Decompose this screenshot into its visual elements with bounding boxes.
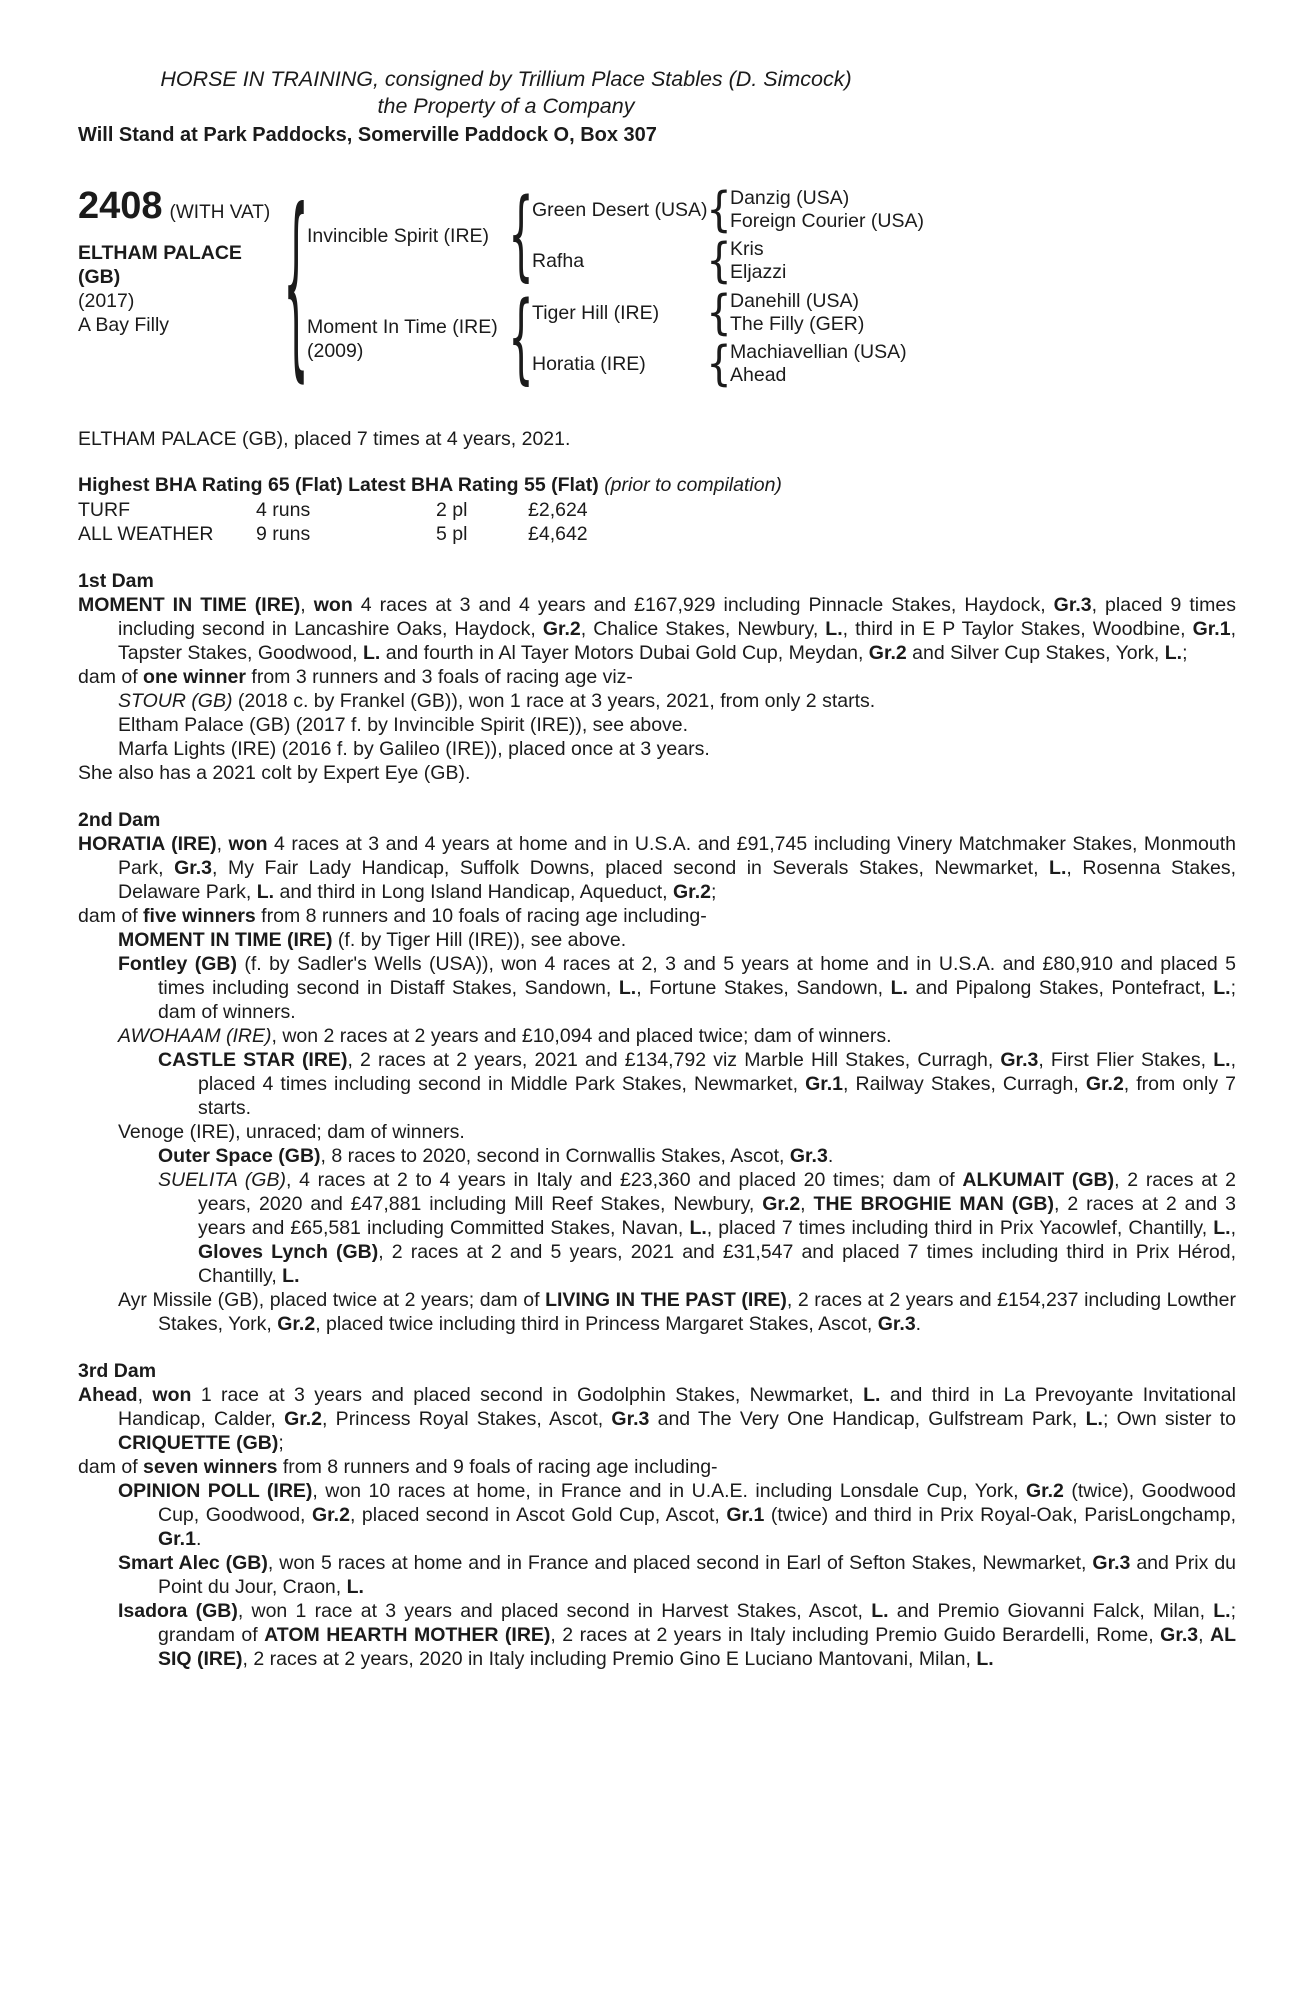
text-segment: Outer Space (GB): [158, 1145, 321, 1167]
text-segment: , won 5 races at home and in France and placed second in Earl of Sefton Stakes, Newmarket,: [267, 1552, 1093, 1574]
text-segment: Gr.1: [158, 1528, 196, 1550]
text-segment: L.: [362, 642, 381, 664]
text-segment: .: [827, 1145, 834, 1167]
text-segment: dam of: [78, 1456, 144, 1478]
text-segment: Eltham Palace (GB) (2017 f. by Invincible Spirit (IRE)), see above.: [118, 714, 689, 736]
text-segment: Gr.2: [312, 1504, 350, 1526]
text-segment: Smart Alec (GB): [118, 1552, 268, 1574]
lot-line: [78, 187, 285, 225]
race-record-cell: 4 runs: [256, 499, 311, 521]
foaling-year: (2017): [78, 290, 135, 312]
text-segment: L.: [871, 1600, 889, 1622]
race-record-row: [78, 498, 1236, 522]
text-segment: L.: [1213, 1600, 1231, 1622]
dam-name-block: [307, 315, 510, 363]
text-segment: won: [228, 833, 268, 855]
text-segment: , third in E P Taylor Stakes, Woodbine,: [842, 618, 1193, 640]
pedigree-paragraph: [78, 665, 1236, 689]
stand-location-line: Will Stand at Park Paddocks, Somerville Paddock O, Box 307: [78, 124, 657, 146]
text-segment: , Tapster Stakes, Goodwood,: [118, 618, 1236, 664]
text-segment: Gr.2: [284, 1408, 323, 1430]
pedigree-paragraph: [78, 1479, 1236, 1551]
pedigree-brace-small: {: [706, 285, 732, 341]
text-segment: and The Very One Handicap, Gulfstream Park,: [649, 1408, 1086, 1430]
text-segment: and Silver Cup Stakes, York,: [906, 642, 1165, 664]
pedigree-brace-main: {: [283, 172, 309, 402]
text-segment: Gr.3: [611, 1408, 650, 1430]
text-segment: , won 1 race at 3 years and placed second in Harvest Stakes, Ascot,: [237, 1600, 872, 1622]
dam-sections: [78, 569, 1236, 1671]
page-header: [78, 66, 934, 147]
text-segment: , Railway Stakes, Curragh,: [843, 1073, 1086, 1095]
text-segment: , Rosenna Stakes, Delaware Park,: [118, 857, 1237, 903]
grandparent-unit: [532, 336, 1236, 392]
catalogue-text: [78, 427, 1236, 1671]
text-segment: and fourth in Al Tayer Motors Dubai Gold Cup, Meydan,: [380, 642, 869, 664]
text-segment: CASTLE STAR (IRE): [158, 1049, 348, 1071]
text-segment: from 3 runners and 3 foals of racing age viz-: [245, 666, 633, 688]
text-segment: Gr.2: [673, 881, 711, 903]
text-segment: ,: [1198, 1624, 1211, 1646]
text-segment: 4 races at 3 and 4 years and £167,929 including Pinnacle Stakes, Haydock,: [352, 594, 1054, 616]
text-segment: , won 2 races at 2 years and £10,094 and placed twice; dam of winners.: [271, 1025, 892, 1047]
text-segment: and Premio Giovanni Falck, Milan,: [888, 1600, 1214, 1622]
text-segment: Gr.3: [789, 1145, 828, 1167]
text-segment: and third in Long Island Handicap, Aqueduct,: [274, 881, 674, 903]
text-segment: ALKUMAIT (GB): [962, 1169, 1115, 1191]
race-record-row: [78, 522, 1236, 546]
text-segment: , placed 7 times including third in Prix Yacowlef, Chantilly,: [706, 1217, 1214, 1239]
text-segment: Venoge (IRE), unraced; dam of winners.: [118, 1121, 465, 1143]
great-grandparent-name: Machiavellian (USA): [730, 341, 907, 363]
text-segment: , placed second in Ascot Gold Cup, Ascot,: [349, 1504, 727, 1526]
text-segment: Gr.2: [277, 1313, 316, 1335]
pedigree-paragraph: [78, 1288, 1236, 1336]
pedigree-paragraph: [78, 593, 1236, 665]
pedigree-brace-small: {: [706, 336, 732, 392]
text-segment: ,: [1230, 1217, 1236, 1239]
horse-race-summary: ELTHAM PALACE (GB), placed 7 times at 4 years, 2021.: [78, 428, 571, 450]
text-segment: , 2 races at 2 years, 2020 and £47,881 including Mill Reef Stakes, Newbury,: [198, 1169, 1237, 1215]
text-segment: , placed 4 times including second in Middle Park Stakes, Newmarket,: [198, 1049, 1236, 1095]
text-segment: , 8 races to 2020, second in Cornwallis Stakes, Ascot,: [320, 1145, 790, 1167]
text-segment: won: [152, 1384, 192, 1406]
text-segment: and third in La Prevoyante Invitational Handicap, Calder,: [118, 1384, 1236, 1430]
pedigree-paragraph: [78, 737, 1236, 761]
text-segment: ,: [800, 1193, 814, 1215]
grandsire-name: Tiger Hill (IRE): [532, 302, 660, 324]
text-segment: dam of: [78, 905, 144, 927]
text-segment: L.: [1164, 642, 1183, 664]
text-segment: HORATIA (IRE): [78, 833, 217, 855]
text-segment: L.: [346, 1576, 364, 1598]
pedigree-brace-dam: {: [508, 282, 534, 395]
text-segment: ; grandam of: [158, 1600, 1236, 1646]
text-segment: Gr.3: [1053, 594, 1092, 616]
text-segment: She also has a 2021 colt by Expert Eye (GB).: [78, 762, 471, 784]
great-grandparents: [730, 187, 924, 233]
text-segment: , Chalice Stakes, Newbury,: [580, 618, 826, 640]
text-segment: L.: [256, 881, 275, 903]
text-segment: CRIQUETTE (GB): [118, 1432, 279, 1454]
text-segment: , 4 races at 2 to 4 years in Italy and £23,360 and placed 20 times; dam of: [285, 1169, 963, 1191]
pedigree-paragraph: [78, 1144, 1236, 1168]
text-segment: .: [915, 1313, 922, 1335]
consignor-line: HORSE IN TRAINING, consigned by Trillium Place Stables (D. Simcock): [160, 67, 852, 91]
pedigree-parents: [307, 179, 1236, 395]
lot-info: [78, 187, 285, 387]
dam-section-heading: 3rd Dam: [78, 1360, 157, 1382]
text-segment: ,: [137, 1384, 153, 1406]
text-segment: , First Flier Stakes,: [1038, 1049, 1214, 1071]
text-segment: from 8 runners and 9 foals of racing age including-: [277, 1456, 718, 1478]
grandparent-unit: [532, 233, 1236, 289]
text-segment: L.: [1213, 977, 1231, 999]
pedigree-paragraph: [78, 1048, 1236, 1120]
text-segment: 4 races at 3 and 4 years at home and in U.S.A. and £91,745 including Vinery Matchmaker Stakes, Monmouth Park,: [118, 833, 1236, 879]
text-segment: L.: [689, 1217, 707, 1239]
text-segment: dam of: [78, 666, 144, 688]
text-segment: (twice), Goodwood Cup, Goodwood,: [158, 1480, 1236, 1526]
pedigree-paragraph: [78, 1120, 1236, 1144]
text-segment: Gr.1: [805, 1073, 844, 1095]
vat-note: (WITH VAT): [169, 202, 271, 223]
pedigree-paragraph: [78, 1551, 1236, 1599]
text-segment: Gr.3: [1000, 1049, 1039, 1071]
text-segment: L.: [1049, 857, 1067, 879]
text-segment: Gloves Lynch (GB): [198, 1241, 379, 1263]
dam-name: Moment In Time (IRE): [307, 315, 498, 338]
dam-branch: [307, 282, 1236, 395]
text-segment: Gr.3: [877, 1313, 916, 1335]
text-segment: .: [195, 1528, 202, 1550]
great-grandparent-name: The Filly (GER): [730, 313, 865, 335]
text-segment: , 2 races at 2 years, 2020 in Italy including Premio Gino E Luciano Mantovani, Milan,: [242, 1648, 977, 1670]
text-segment: Isadora (GB): [118, 1600, 238, 1622]
property-line: the Property of a Company: [377, 94, 635, 118]
text-segment: Gr.2: [868, 642, 907, 664]
text-segment: L.: [863, 1384, 881, 1406]
pedigree-paragraph: [78, 1455, 1236, 1479]
horse-name: ELTHAM PALACE (GB): [78, 242, 242, 288]
text-segment: L.: [1213, 1049, 1231, 1071]
grandparent-unit: [532, 182, 1236, 238]
pedigree-tree: [283, 172, 1236, 402]
bha-rating-line: [78, 473, 1236, 497]
race-record-cell: 2 pl: [436, 499, 468, 521]
grandparent-unit: [532, 285, 1236, 341]
text-segment: ,: [216, 833, 229, 855]
text-segment: , 2 races at 2 and 5 years, 2021 and £31,547 and placed 7 times including third in Prix Hérod, Chantilly,: [198, 1241, 1237, 1287]
pedigree-paragraph: [78, 1599, 1236, 1671]
text-segment: ;: [278, 1432, 284, 1454]
great-grandparent-name: Foreign Courier (USA): [730, 210, 924, 232]
pedigree-paragraph: [78, 1383, 1236, 1455]
text-segment: Ahead: [78, 1384, 138, 1406]
text-segment: L.: [618, 977, 637, 999]
text-segment: Gr.3: [1092, 1552, 1131, 1574]
granddam-name: Rafha: [532, 250, 585, 272]
text-segment: ; dam of winners.: [158, 977, 1236, 1023]
text-segment: , 2 races at 2 years in Italy including Premio Guido Berardelli, Rome,: [550, 1624, 1161, 1646]
sire-branch: [307, 179, 1236, 292]
text-segment: Gr.3: [174, 857, 213, 879]
text-segment: ;: [710, 881, 717, 903]
text-segment: , from only 7 starts.: [198, 1073, 1236, 1119]
race-record-table: [78, 498, 1236, 546]
text-segment: Ayr Missile (GB), placed twice at 2 years; dam of: [118, 1289, 546, 1311]
text-segment: , placed 9 times including second in Lancashire Oaks, Haydock,: [118, 594, 1236, 640]
text-segment: won: [313, 594, 353, 616]
text-segment: STOUR (GB): [118, 690, 233, 712]
great-grandparents: [730, 341, 907, 387]
text-segment: and Pipalong Stakes, Pontefract,: [907, 977, 1214, 999]
text-segment: THE BROGHIE MAN (GB): [813, 1193, 1054, 1215]
text-segment: L.: [1085, 1408, 1103, 1430]
text-segment: (f. by Sadler's Wells (USA)), won 4 races at 2, 3 and 5 years at home and in U.S.A. and £80,910 and placed 5 times including second in Distaff Stakes, Sandown,: [158, 953, 1236, 999]
pedigree-paragraph: [78, 761, 1236, 785]
text-segment: OPINION POLL (IRE): [118, 1480, 313, 1502]
text-segment: Gr.1: [726, 1504, 765, 1526]
great-grandparents: [730, 290, 864, 336]
text-segment: SUELITA (GB): [158, 1169, 286, 1191]
text-segment: (f. by Tiger Hill (IRE)), see above.: [332, 929, 627, 951]
text-segment: ;: [1182, 642, 1188, 664]
sire-grandparents: [532, 182, 1236, 289]
pedigree-paragraph: [78, 832, 1236, 904]
dam-grandparents: [532, 285, 1236, 392]
text-segment: and Prix du Point du Jour, Craon,: [158, 1552, 1237, 1598]
text-segment: , Fortune Stakes, Sandown,: [636, 977, 891, 999]
lot-number: 2408: [78, 185, 163, 227]
great-grandparent-name: Kris: [730, 238, 764, 260]
text-segment: 1 race at 3 years and placed second in Godolphin Stakes, Newmarket,: [191, 1384, 864, 1406]
text-segment: L.: [890, 977, 908, 999]
horse-description: A Bay Filly: [78, 314, 170, 336]
text-segment: (twice) and third in Prix Royal-Oak, ParisLongchamp,: [764, 1504, 1236, 1526]
granddam-name: Horatia (IRE): [532, 353, 646, 375]
pedigree-table: [78, 172, 1236, 402]
pedigree-paragraph: [78, 928, 1236, 952]
pedigree-paragraph: [78, 1024, 1236, 1048]
dam-section-heading: 1st Dam: [78, 570, 154, 592]
text-segment: , Princess Royal Stakes, Ascot,: [322, 1408, 612, 1430]
race-record-cell: TURF: [78, 499, 130, 521]
text-segment: MOMENT IN TIME (IRE): [118, 929, 333, 951]
race-record-cell: £4,642: [528, 523, 588, 545]
dam-section-heading: 2nd Dam: [78, 809, 161, 831]
text-segment: L.: [282, 1265, 300, 1287]
text-segment: five winners: [143, 905, 256, 927]
pedigree-paragraph: [78, 689, 1236, 713]
text-segment: , 2 races at 2 and 3 years and £65,581 including Committed Stakes, Navan,: [198, 1193, 1236, 1239]
text-segment: Gr.2: [1025, 1480, 1064, 1502]
text-segment: one winner: [143, 666, 246, 688]
pedigree-brace-small: {: [706, 233, 732, 289]
text-segment: Gr.2: [1085, 1073, 1124, 1095]
text-segment: L.: [1213, 1217, 1231, 1239]
race-record-cell: 9 runs: [256, 523, 311, 545]
text-segment: ,: [300, 594, 314, 616]
text-segment: , won 10 races at home, in France and in U.A.E. including Lonsdale Cup, York,: [312, 1480, 1026, 1502]
text-segment: L.: [976, 1648, 994, 1670]
race-record-cell: 5 pl: [436, 523, 468, 545]
bha-rating-values: Highest BHA Rating 65 (Flat) Latest BHA Rating 55 (Flat): [78, 474, 599, 496]
great-grandparent-name: Eljazzi: [730, 261, 787, 283]
pedigree-paragraph: [78, 904, 1236, 928]
text-segment: Gr.3: [1160, 1624, 1199, 1646]
text-segment: AL SIQ (IRE): [158, 1624, 1237, 1670]
pedigree-brace-small: {: [706, 182, 732, 238]
pedigree-brace-sire: {: [508, 179, 534, 292]
text-segment: Gr.2: [542, 618, 581, 640]
dam-year: (2009): [307, 339, 364, 362]
text-segment: (2018 c. by Frankel (GB)), won 1 race at 3 years, 2021, from only 2 starts.: [232, 690, 876, 712]
text-segment: , 2 races at 2 years and £154,237 including Lowther Stakes, York,: [158, 1289, 1236, 1335]
text-segment: AWOHAAM (IRE): [118, 1025, 272, 1047]
race-record-cell: ALL WEATHER: [78, 523, 214, 545]
race-record-cell: £2,624: [528, 499, 588, 521]
pedigree-paragraph: [78, 713, 1236, 737]
text-segment: ATOM HEARTH MOTHER (IRE): [264, 1624, 551, 1646]
text-segment: seven winners: [143, 1456, 278, 1478]
text-segment: LIVING IN THE PAST (IRE): [545, 1289, 787, 1311]
text-segment: from 8 runners and 10 foals of racing age including-: [255, 905, 707, 927]
text-segment: Gr.1: [1192, 618, 1231, 640]
text-segment: Gr.2: [762, 1193, 801, 1215]
great-grandparent-name: Ahead: [730, 364, 787, 386]
text-segment: L.: [825, 618, 843, 640]
text-segment: , placed twice including third in Princess Margaret Stakes, Ascot,: [315, 1313, 878, 1335]
text-segment: , 2 races at 2 years, 2021 and £134,792 viz Marble Hill Stakes, Curragh,: [347, 1049, 1001, 1071]
text-segment: , My Fair Lady Handicap, Suffolk Downs, placed second in Severals Stakes, Newmarket,: [212, 857, 1050, 879]
grandsire-name: Green Desert (USA): [532, 199, 708, 221]
sire-name: Invincible Spirit (IRE): [307, 224, 490, 247]
great-grandparent-name: Danehill (USA): [730, 290, 859, 312]
great-grandparents: [730, 238, 786, 284]
rating-note: (prior to compilation): [604, 474, 782, 496]
great-grandparent-name: Danzig (USA): [730, 187, 850, 209]
text-segment: MOMENT IN TIME (IRE): [78, 594, 301, 616]
text-segment: Fontley (GB): [118, 953, 237, 975]
text-segment: Marfa Lights (IRE) (2016 f. by Galileo (IRE)), placed once at 3 years.: [118, 738, 710, 760]
pedigree-paragraph: [78, 952, 1236, 1024]
text-segment: ; Own sister to: [1102, 1408, 1237, 1430]
pedigree-paragraph: [78, 1168, 1236, 1288]
